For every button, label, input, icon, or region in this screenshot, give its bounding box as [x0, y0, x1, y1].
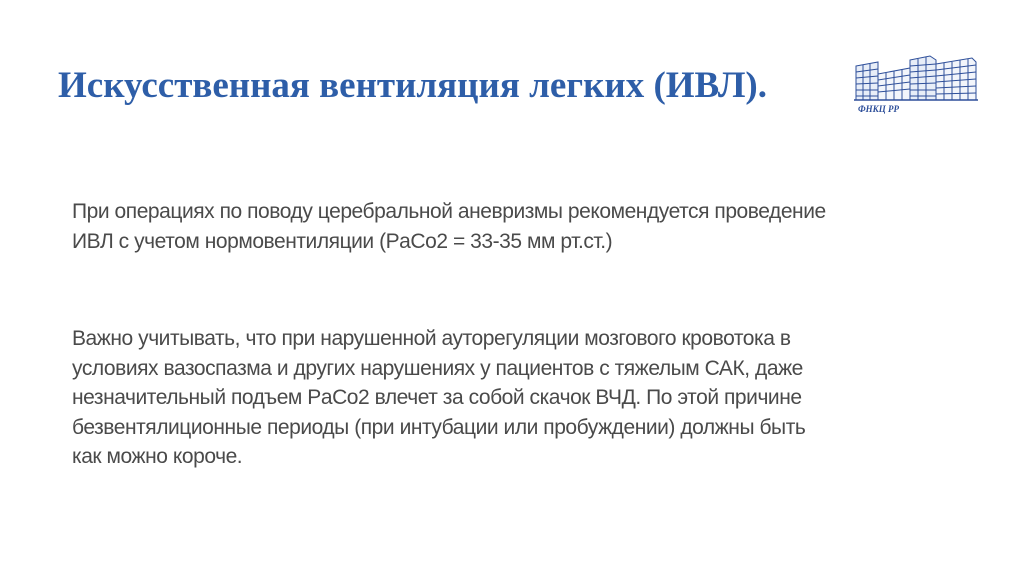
paragraph-line: При операциях по поводу церебральной аневризмы рекомендуется проведение — [72, 200, 826, 223]
institution-logo — [852, 52, 980, 132]
slide-title: Искусственная вентиляция легких (ИВЛ). — [58, 65, 767, 106]
paragraph-line: ИВЛ с учетом нормовентиляции (PaCo2 = 33-35 мм рт.ст.) — [72, 229, 613, 253]
paragraph-line: безвентялиционные периоды (при интубации или пробуждении) должны быть — [72, 415, 806, 439]
building-drawing-logo-icon — [852, 52, 980, 104]
paragraph-line: условиях вазоспазма и других нарушениях у пациентов с тяжелым САК, даже — [72, 356, 803, 380]
paragraph-autoregulation-note — [72, 324, 805, 472]
paragraph-line: Важно учитывать, что при нарушенной ауторегуляции мозгового кровотока в — [72, 327, 791, 350]
paragraph-ventilation-recommendation — [72, 197, 826, 256]
paragraph-line: как можно короче. — [72, 445, 243, 468]
paragraph-line: незначительный подъем PaCo2 влечет за собой скачок ВЧД. По этой причине — [72, 386, 802, 409]
logo-caption: ФНКЦ РР — [858, 104, 900, 114]
